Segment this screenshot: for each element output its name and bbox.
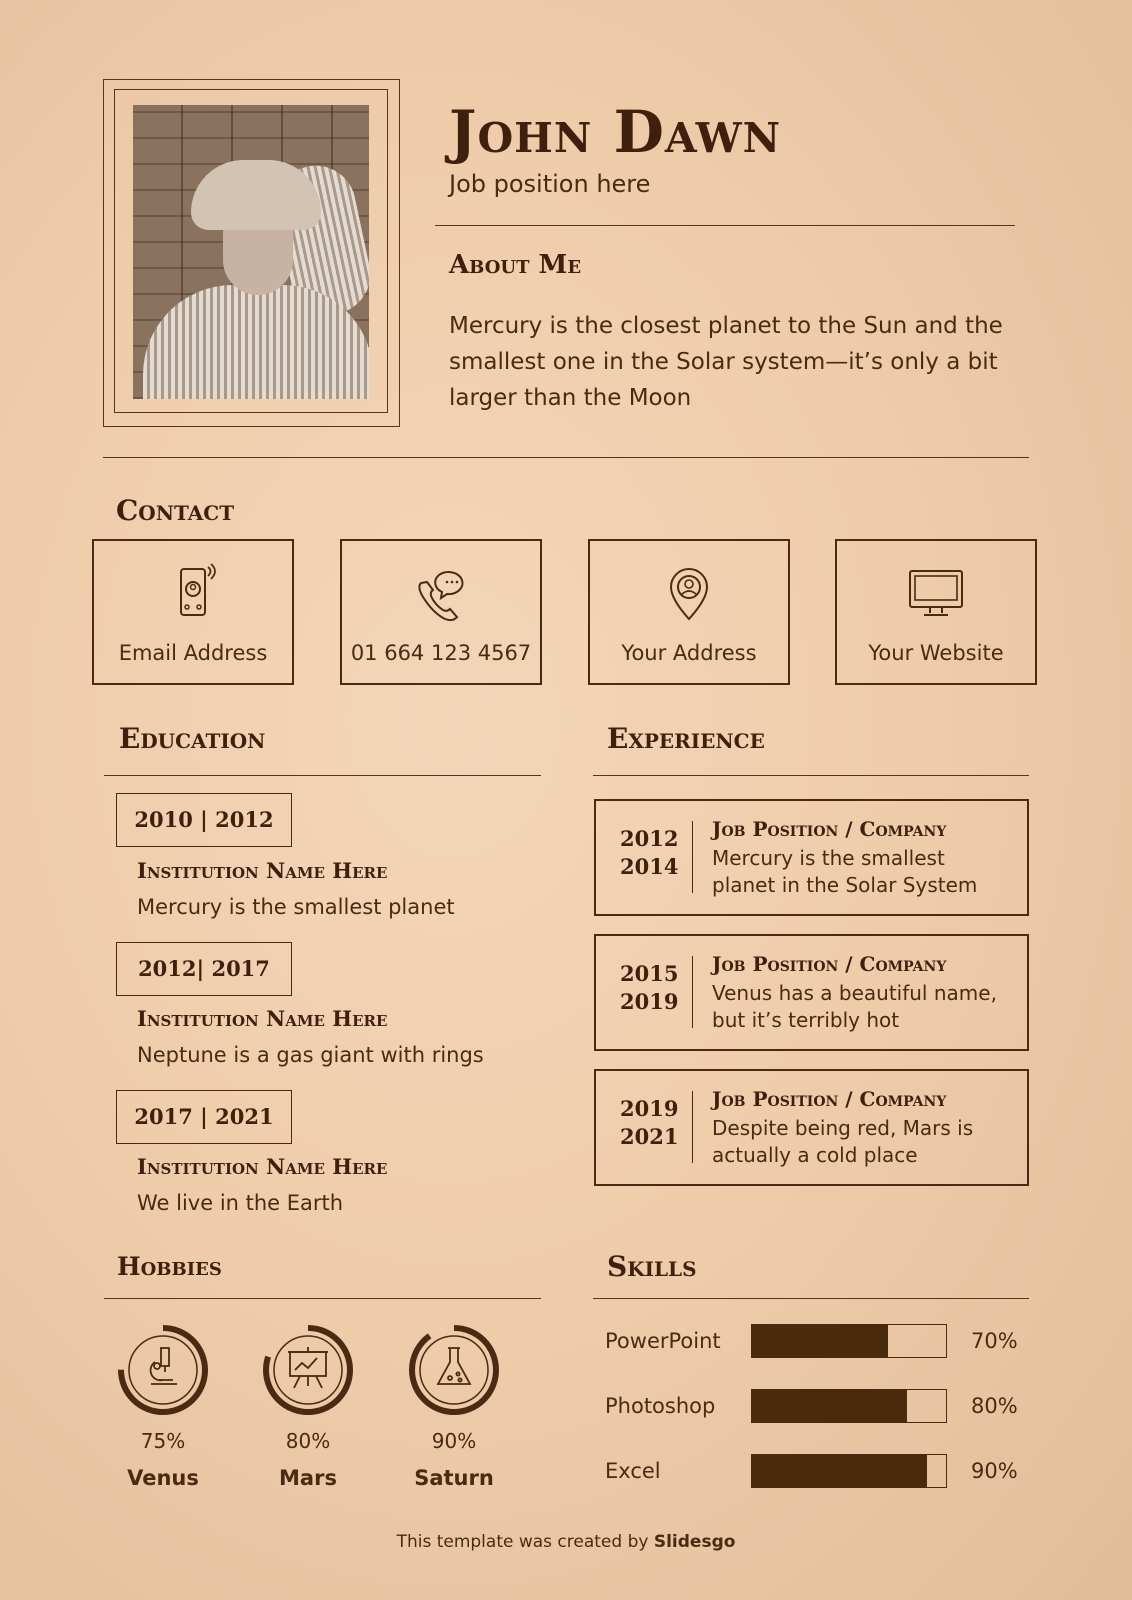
year-start: 2015 — [620, 961, 679, 986]
hobby-percent: 90% — [431, 1429, 477, 1453]
job-title: Job Position / Company — [712, 817, 947, 841]
contact-label: 01 664 123 4567 — [350, 641, 532, 665]
divider — [104, 775, 541, 776]
hobbies-heading: Hobbies — [117, 1252, 222, 1281]
skill-name: Photoshop — [605, 1394, 716, 1418]
hobby-gauge — [406, 1322, 502, 1418]
location-pin-icon — [657, 561, 721, 625]
hobby-percent: 80% — [285, 1429, 331, 1453]
hobby-gauge — [115, 1322, 211, 1418]
education-years: 2012| 2017 — [116, 942, 292, 996]
contact-email[interactable] — [92, 539, 294, 685]
skills-heading: Skills — [607, 1250, 697, 1283]
contact-heading: Contact — [116, 494, 235, 527]
footer-brand-link[interactable]: Slidesgo — [653, 1532, 736, 1552]
education-description: Neptune is a gas giant with rings — [137, 1043, 484, 1067]
contact-phone[interactable] — [340, 539, 542, 685]
skill-bar — [751, 1324, 947, 1358]
job-title: Job Position / Company — [712, 952, 947, 976]
footer-credit — [0, 1532, 1132, 1552]
institution-name: Institution Name Here — [137, 1154, 388, 1179]
experience-item — [594, 934, 1029, 1051]
job-description: Venus has a beautiful name, but it’s terribly hot — [712, 981, 997, 1032]
skill-bar — [751, 1454, 947, 1488]
job-description: Despite being red, Mars is actually a cold place — [712, 1116, 974, 1167]
divider — [435, 225, 1015, 226]
education-years: 2017 | 2021 — [116, 1090, 292, 1144]
skill-name: PowerPoint — [605, 1329, 721, 1353]
institution-name: Institution Name Here — [137, 858, 388, 883]
skill-name: Excel — [605, 1459, 661, 1483]
year-end: 2014 — [620, 854, 679, 879]
presentation-board-icon — [288, 1347, 328, 1388]
monitor-icon — [904, 561, 968, 625]
job-description: Mercury is the smallest planet in the Solar System — [712, 846, 978, 897]
year-start: 2012 — [620, 826, 679, 851]
education-years: 2010 | 2012 — [116, 793, 292, 847]
phone-chat-icon — [409, 561, 473, 625]
skill-percent: 90% — [971, 1459, 1018, 1483]
divider — [104, 1298, 541, 1299]
year-start: 2019 — [620, 1096, 679, 1121]
hobby-name: Saturn — [414, 1466, 494, 1490]
experience-heading: Experience — [607, 722, 765, 755]
about-text: Mercury is the closest planet to the Sun and the smallest one in the Solar system—it’s only a bit larger than the Moon — [449, 313, 1003, 411]
contact-label: Your Address — [621, 641, 757, 665]
divider — [593, 775, 1029, 776]
hobby-gauge — [260, 1322, 356, 1418]
experience-item — [594, 1069, 1029, 1186]
skill-bar-fill — [752, 1390, 907, 1422]
divider — [593, 1298, 1029, 1299]
education-description: Mercury is the smallest planet — [137, 895, 455, 919]
about-heading: About Me — [449, 250, 582, 280]
contact-address[interactable] — [588, 539, 790, 685]
job-position: Job position here — [449, 170, 651, 198]
contact-website[interactable] — [835, 539, 1037, 685]
education-description: We live in the Earth — [137, 1191, 344, 1215]
microscope-icon — [151, 1348, 177, 1384]
flask-icon — [438, 1348, 470, 1384]
hobby-name: Mars — [279, 1466, 337, 1490]
institution-name: Institution Name Here — [137, 1006, 388, 1031]
footer-prefix: This template was created by — [396, 1532, 654, 1552]
skill-percent: 70% — [971, 1329, 1018, 1353]
profile-photo — [133, 105, 369, 399]
contact-label: Email Address — [118, 641, 268, 665]
year-end: 2021 — [620, 1124, 679, 1149]
smartphone-icon — [161, 561, 225, 625]
hobby-percent: 75% — [140, 1429, 186, 1453]
skill-bar-fill — [752, 1325, 888, 1357]
skill-percent: 80% — [971, 1394, 1018, 1418]
job-title: Job Position / Company — [712, 1087, 947, 1111]
divider — [103, 457, 1029, 458]
contact-label: Your Website — [868, 641, 1004, 665]
education-heading: Education — [119, 722, 266, 755]
candidate-name: John Dawn — [449, 98, 782, 166]
year-end: 2019 — [620, 989, 679, 1014]
experience-item — [594, 799, 1029, 916]
skill-bar-fill — [752, 1455, 927, 1487]
skill-bar — [751, 1389, 947, 1423]
hobby-name: Venus — [127, 1466, 199, 1490]
